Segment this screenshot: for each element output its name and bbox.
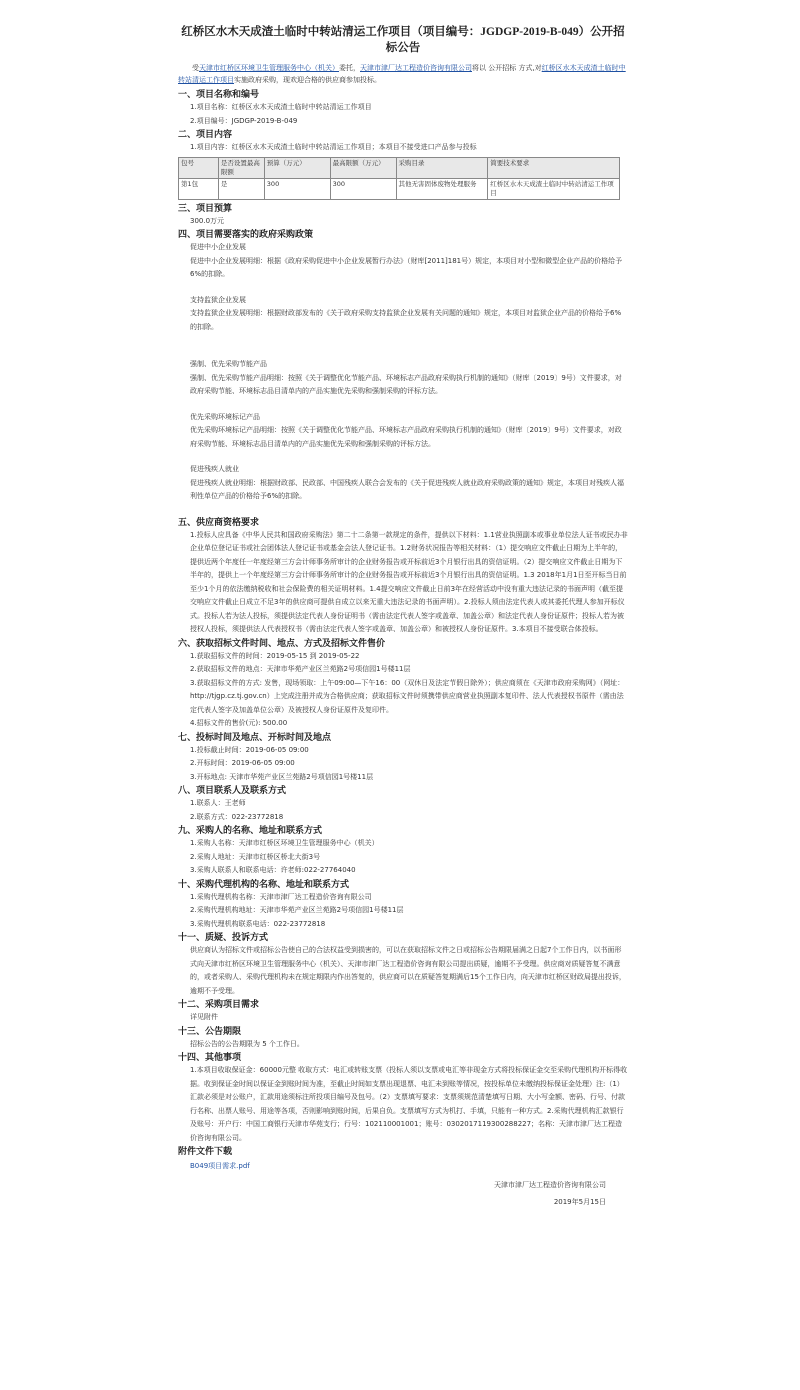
agency-name: 1.采购代理机构名称：天津市津厂达工程造价咨询有限公司 [190,892,372,901]
section-13-heading: 十三、公告期限 [178,1025,242,1036]
section-11-heading: 十一、质疑、投诉方式 [178,932,269,942]
policy-text: 强制、优先采购节能产品明细：按照《关于调整优化节能产品、环境标志产品政府采购执行机制的通知》（财库〔2019〕9号）文件要求，对政府采购节能、环境标志品目清单内的产品实施优先采购和强制采购的评标方法。 [190,373,622,395]
purchaser-name: 1.采购人名称：天津市红桥区环境卫生管理服务中心（机关） [190,839,379,847]
policy-text: 支持监狱企业发展明细：根据财政部发布的《关于政府采购支持监狱企业发展有关问题的通知》规定，本项目对监狱企业产品的价格给予6%的扣除。 [190,309,622,331]
table-header: 是否设置最高限额 [218,157,264,178]
project-name: 1.项目名称：红桥区水木天成渣土临时中转站清运工作项目 [190,103,372,111]
purchaser-link[interactable]: 天津市红桥区环境卫生管理服务中心（机关） [199,64,339,72]
policy-title: 促进残疾人就业 [190,465,239,473]
table-cell: 其他无害固体废物处理服务 [396,178,488,199]
table-header: 简要技术要求 [488,157,620,178]
section-1-heading: 一、项目名称和编号 [178,89,260,99]
doc-time: 1.获取招标文件的时间：2019-05-15 到 2019-05-22 [190,651,360,660]
contact-phone: 2.联系方式：022-23772818 [190,812,284,821]
policy-text: 促进中小企业发展明细：根据《政府采购促进中小企业发展暂行办法》（财库[2011]181号）规定，本项目对小型和微型企业产品的价格给予6%的扣除。 [190,256,623,278]
opening-location: 3.开标地点: 天津市华苑产业区兰苑路2号项信园1号楼11层 [190,772,374,781]
notice-period: 招标公告的公告期限为 5 个工作日。 [190,1039,304,1048]
table-header: 采购目录 [396,157,488,178]
bid-deadline: 1.投标截止时间：2019-06-05 09:00 [190,745,309,754]
table-row [179,178,620,199]
table-cell: 是 [218,178,264,199]
project-content: 1.项目内容：红桥区水木天成渣土临时中转站清运工作项目；本项目不接受进口产品参与投标 [190,143,477,151]
announcement-page [178,0,628,1209]
section-9-heading: 九、采购人的名称、地址和联系方式 [178,825,323,835]
spacer [178,504,628,516]
supplier-requirements: 1.投标人应具备《中华人民共和国政府采购法》第二十二条第一款规定的条件，提供以下材料：1.1营业执照副本或事业单位法人证书或民办非企业单位登记证书或社会团体法人登记证书或基金会法人登记证书。1.2财务状况报告等相关材料：（1）提交响应文件截止日期为上半年的，提供近两个年度任一年度经第三方会计师事务所审计的企业财务报告或开标前近3个月银行出具的资信证明。（2）提交响应文件截止日期为下半年的，提供上一个年度经第三方会计师事务所审计的企业财务报告或开标前近3个月银行出具的资信证明。1.3 2018年1月1日至开标当日前至少1个月的依法缴纳税收和社会保险费的相关证明材料。1.4提交响应文件截止日前3年在经营活动中没有重大违法记录的书面声明（截至提交响应文件截止日成立不足3年的供应商可提供自成立以来无重大违法记录的书面声明）。2.投标人须由法定代表人或其委托代理人参加开标仪式。投标人若为法人投标，须提供法定代表人身份证明书（需由法定代表人签字或盖章、加盖公章）和法定代表人身份证原件；投标人若为被授权人投标，须提供法人代表授权书（需由法定代表人签字或盖章、加盖公章）和被授权人身份证原件。3.本项目不接受联合体投标。 [190,530,628,633]
spacer [178,334,628,346]
policy-text: 优先采购环境标记产品明细：按照《关于调整优化节能产品、环境标志产品政府采购执行机制的通知》（财库〔2019〕9号）文件要求，对政府采购节能、环境标志品目清单内的产品实施优先采购和强制采购的评标方法。 [190,426,622,448]
opening-time: 2.开标时间：2019-06-05 09:00 [190,759,295,767]
table-cell: 第1包 [179,178,219,199]
agency-address: 2.采购代理机构地址：天津市华苑产业区兰苑路2号项信园1号楼11层 [190,906,404,914]
section-8-heading: 八、项目联系人及联系方式 [178,785,287,795]
footer-org: 天津市津厂达工程造价咨询有限公司 [494,1181,606,1189]
policy-title: 优先采购环境标记产品 [190,412,260,421]
section-10-heading: 十、采购代理机构的名称、地址和联系方式 [178,878,350,889]
table-header: 预算（万元） [264,157,330,178]
attachment-link[interactable]: B049项目需求.pdf [190,1162,250,1170]
intro-text-1: 受 [192,64,199,72]
other-matters: 1.本项目收取保证金：60000元整 收取方式：电汇或转账支票（投标人须以支票或电汇等非现金方式将投标保证金交至采购代理机构开标得收据。收到保证金时间以保证金到账时间为准，至截止时间如支票出现退票、电汇未到账等情况，按投标单位未缴纳投标保证金处理）注:（1）汇款必须是对公账户，汇款用途须标注所投项目编号及包号。（2）支票填写要求：支票须规范清楚填写日期、大小写金额、密码、行号、付款行名称、出票人账号、用途等各项，否则影响到账时间，后果自负。支票填写方式为机打、手填，只能有一种方式。2.采购代理机构汇款银行及账号：开户行：中国工商银行天津市华苑支行；行号：102110001001；账号：0302017119300288227；名称：天津市津厂达工程造价咨询有限公司。 [190,1066,628,1142]
footer-date: 2019年5月15日 [553,1198,606,1206]
attachments-heading: 附件文件下载 [178,1146,233,1156]
agency-link[interactable]: 天津市津厂达工程造价咨询有限公司 [360,64,472,72]
spacer [178,346,628,358]
intro-text-3: 将以 公开招标 方式,对 [472,64,542,72]
project-code: 2.项目编号：JGDGP-2019-B-049 [190,116,298,125]
table-header: 最高限额（万元） [330,157,396,178]
intro-paragraph [178,62,628,86]
doc-method: 3.获取招标文件的方式: 发售，现场领取：上午09:00—下午16：00（双休日及法定节假日除外）；供应商须在《天津市政府采购网》（网址：http://tjgp.cz.tj.gov.cn）上完成注册并成为合格供应商；获取招标文件时须携带供应商营业执照副本复印件、法人代表授权书原件（需由法定代表人签字及加盖单位公章）及被授权人身份证原件及复印件。 [190,678,625,714]
section-5-heading: 五、供应商资格要求 [178,516,260,527]
budget-value: 300.0万元 [190,216,225,225]
package-table [178,157,620,200]
section-4-heading: 四、项目需要落实的政府采购政策 [178,229,314,239]
agency-phone: 3.采购代理机构联系电话：022-23772818 [190,919,326,928]
purchaser-contact: 3.采购人联系人和联系电话：许老师:022-27764040 [190,866,356,874]
complaint-text: 供应商认为招标文件或招标公告使自己的合法权益受到损害的，可以在获取招标文件之日或招标公告期限届满之日起7个工作日内，以书面形式向天津市红桥区环境卫生管理服务中心（机关）、天津市津厂达工程造价咨询有限公司提出质疑，逾期不予受理。供应商对质疑答复不满意的，或者采购人、采购代理机构未在规定期限内作出答复的，供应商可以在质疑答复期满后15个工作日内，向天津市红桥区财政局提出投诉，逾期不予受理。 [190,946,626,995]
project-link[interactable]: 红桥区水木天成渣土临时中转站清运工作项目 [178,64,626,84]
section-3-heading: 三、项目预算 [178,202,233,213]
doc-price: 4.招标文件的售价(元): 500.00 [190,719,288,727]
section-12-heading: 十二、采购项目需求 [178,999,260,1009]
table-header: 包号 [179,157,219,178]
policy-text: 促进残疾人就业明细：根据财政部、民政部、中国残疾人联合会发布的《关于促进残疾人就业政府采购政策的通知》规定，本项目对残疾人福利性单位产品的价格给予6%的扣除。 [190,478,624,500]
policy-title: 促进中小企业发展 [190,243,246,251]
policy-title: 强制、优先采购节能产品 [190,360,267,368]
table-cell: 红桥区水木天成渣土临时中转站清运工作项目 [488,178,620,199]
requirements-text: 详见附件 [190,1013,218,1021]
policy-title: 支持监狱企业发展 [190,295,246,304]
contact-person: 1.联系人：王老师 [190,799,246,807]
spacer [178,282,628,294]
intro-text-2: 委托， [339,64,360,72]
table-cell: 300 [264,178,330,199]
purchaser-address: 2.采购人地址：天津市红桥区桥北大街3号 [190,852,321,861]
section-2-heading: 二、项目内容 [178,129,233,139]
section-14-heading: 十四、其他事项 [178,1052,242,1062]
spacer [178,399,628,411]
page-title: 红桥区水木天成渣土临时中转站清运工作项目（项目编号：JGDGP-2019-B-049）公开招标公告 [181,26,625,54]
spacer [178,451,628,463]
section-6-heading: 六、获取招标文件时间、地点、方式及招标文件售价 [178,637,386,648]
doc-location: 2.获取招标文件的地点：天津市华苑产业区兰苑路2号项信园1号楼11层 [190,665,411,673]
intro-text-4: 实施政府采购，现欢迎合格的供应商参加投标。 [234,76,381,84]
section-7-heading: 七、投标时间及地点、开标时间及地点 [178,731,332,742]
table-cell: 300 [330,178,396,199]
table-header-row [179,157,620,178]
